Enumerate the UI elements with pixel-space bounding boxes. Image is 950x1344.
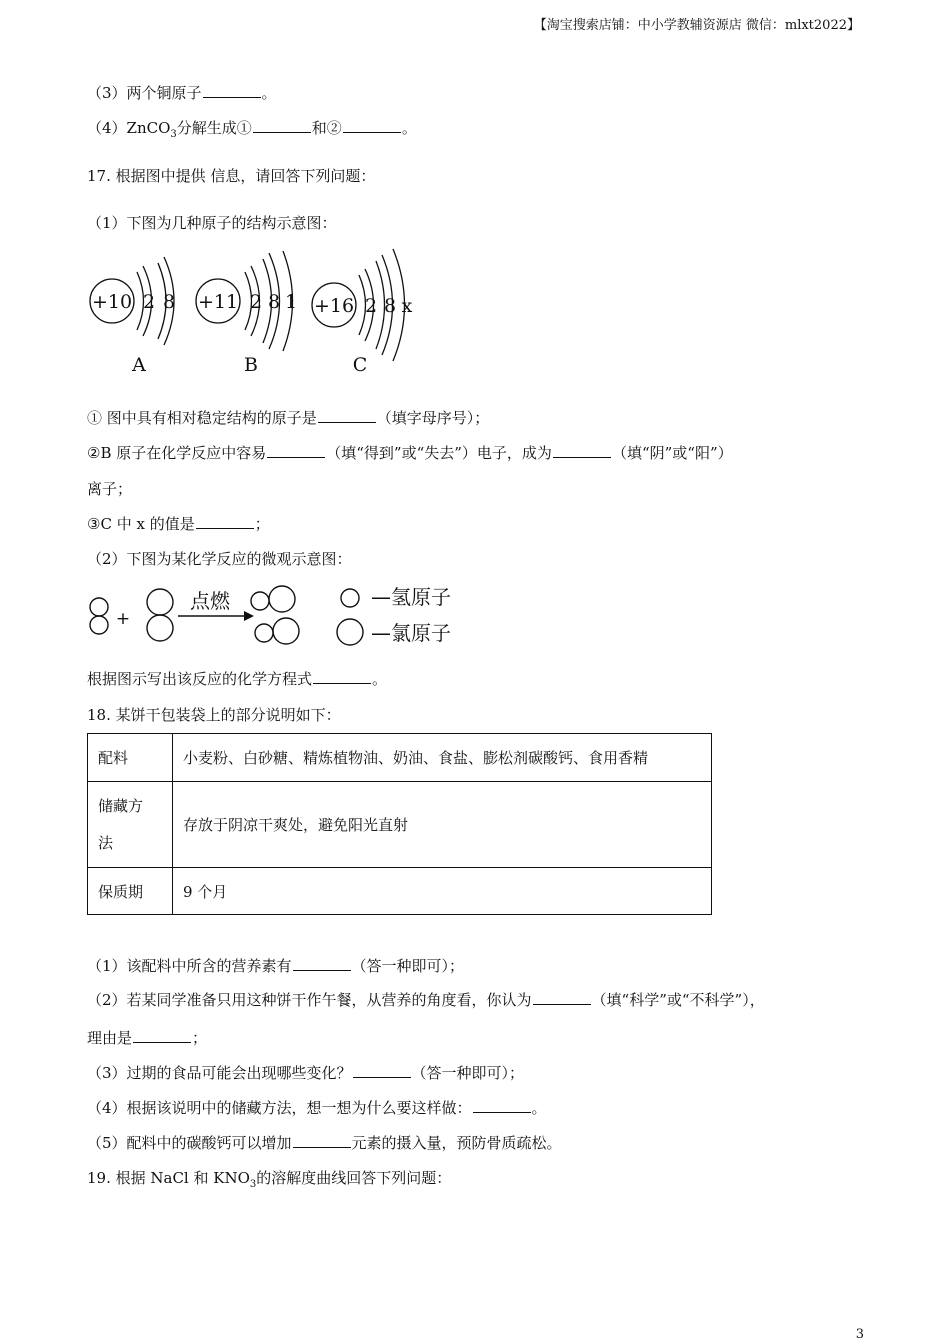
- table-cell-label-line: 法: [98, 833, 114, 852]
- nucleus-charge: +10: [91, 291, 133, 313]
- electron-count: 2: [249, 291, 263, 313]
- atom-label: C: [352, 354, 368, 376]
- q17-part1-intro: （1）下图为几种原子的结构示意图：: [87, 214, 337, 232]
- q18-sub3-text: （3）过期的食品可能会出现哪些变化？: [87, 1064, 352, 1082]
- q17-sub2-cont: 离子；: [87, 480, 133, 498]
- hydrogen-atom: [90, 616, 108, 634]
- q16-item4-formula: （4）ZnCO: [87, 119, 171, 137]
- q18-sub5-end: 元素的摄入量，预防骨质疏松。: [351, 1134, 562, 1152]
- page-number: 3: [855, 1327, 864, 1342]
- q18-sub3-hint: （答一种即可）；: [411, 1064, 525, 1082]
- atom-structure-diagram: [80, 245, 440, 380]
- answer-blank[interactable]: [133, 1028, 191, 1043]
- answer-blank[interactable]: [196, 514, 254, 529]
- q16-item3-text: （3）两个铜原子: [87, 84, 202, 102]
- table-cell-value: 小麦粉、白砂糖、精炼植物油、奶油、食盐、膨松剂碳酸钙、食用香精: [173, 734, 712, 782]
- q17-sub2-hint2: （填“阴”或“阳”）: [611, 444, 733, 462]
- answer-blank[interactable]: [293, 956, 351, 971]
- answer-blank[interactable]: [293, 1133, 351, 1148]
- q18-sub5: [87, 1132, 562, 1153]
- answer-blank[interactable]: [473, 1098, 531, 1113]
- q16-item4: [87, 117, 417, 140]
- electron-count: 1: [284, 291, 298, 313]
- reaction-diagram: [80, 580, 490, 655]
- chlorine-atom: [147, 615, 173, 641]
- electron-count: 8: [162, 291, 176, 313]
- hydrogen-atom: [90, 598, 108, 616]
- q18-sub1-text: （1）该配料中所含的营养素有: [87, 957, 292, 975]
- answer-blank[interactable]: [353, 1063, 411, 1078]
- q17-part2-intro: （2）下图为某化学反应的微观示意图：: [87, 550, 352, 568]
- answer-blank[interactable]: [203, 83, 261, 98]
- table-cell-label: 保质期: [88, 868, 173, 915]
- answer-blank[interactable]: [318, 408, 376, 423]
- q18-sub2-cont: [87, 1027, 207, 1048]
- q18-sub4-end: 。: [531, 1099, 547, 1117]
- q16-item3-end: 。: [261, 84, 277, 102]
- table-row: [88, 782, 712, 868]
- answer-blank[interactable]: [343, 118, 401, 133]
- q17-sub1-text: ① 图中具有相对稳定结构的原子是: [87, 409, 317, 427]
- legend-hydrogen-label: —氢原子: [371, 585, 451, 609]
- q16-item4-text: 分解生成①: [176, 119, 252, 137]
- atom-label: A: [132, 354, 146, 376]
- table-cell-label-line: 储藏方: [98, 796, 144, 815]
- electron-count: 8: [383, 295, 397, 317]
- electron-count: 2: [364, 295, 378, 317]
- nucleus-charge: +11: [197, 291, 239, 313]
- q17-part2-text: 根据图示写出该反应的化学方程式: [87, 670, 313, 688]
- table-cell-label: 配料: [88, 734, 173, 782]
- q17-part2-question: [87, 668, 387, 689]
- q18-sub2-cont-text: 理由是: [87, 1029, 133, 1047]
- answer-blank[interactable]: [553, 443, 611, 458]
- q17-sub2-hint: （填“得到”或“失去”）电子，成为: [326, 444, 552, 462]
- q17-sub2-text: ②B 原子在化学反应中容易: [87, 444, 267, 462]
- q17-sub3-text: ③C 中 x 的值是: [87, 515, 195, 533]
- reaction-condition: 点燃: [190, 589, 230, 613]
- q17-sub1: [87, 407, 489, 428]
- electron-count: 8: [267, 291, 281, 313]
- q16-item3: [87, 82, 277, 103]
- nucleus-charge: +16: [313, 295, 355, 317]
- q17-sub3: [87, 513, 270, 534]
- chlorine-legend-symbol: [337, 619, 363, 645]
- q17-part2-end: 。: [372, 670, 388, 688]
- table-cell-label: [88, 782, 173, 868]
- q16-item4-subscript: 3: [170, 129, 177, 140]
- q18-sub2-cont-end: ；: [192, 1029, 208, 1047]
- chlorine-atom: [147, 589, 173, 615]
- q18-sub4-text: （4）根据该说明中的储藏方法，想一想为什么要这样做：: [87, 1099, 472, 1117]
- answer-blank[interactable]: [253, 118, 311, 133]
- q19-title-end: 的溶解度曲线回答下列问题：: [256, 1169, 452, 1187]
- q17-sub2: [87, 442, 733, 463]
- q19-subscript: 3: [249, 1179, 257, 1190]
- q18-sub1-hint: （答一种即可）；: [351, 957, 465, 975]
- plus-sign: +: [115, 609, 131, 629]
- hydrogen-legend-symbol: [341, 589, 359, 607]
- q17-sub3-end: ；: [254, 515, 270, 533]
- table-cell-value: 9 个月: [173, 868, 712, 915]
- answer-blank[interactable]: [313, 669, 371, 684]
- electron-count: 2: [142, 291, 156, 313]
- electron-variable: x: [401, 295, 413, 317]
- q18-sub5-text: （5）配料中的碳酸钙可以增加: [87, 1134, 292, 1152]
- package-info-table: [87, 733, 712, 915]
- q18-title: 18. 某饼干包装袋上的部分说明如下：: [87, 706, 341, 724]
- table-row: [88, 868, 712, 915]
- q16-item4-text2: 和②: [311, 119, 342, 137]
- q18-sub3: [87, 1062, 524, 1083]
- q18-sub1: [87, 955, 464, 976]
- q18-sub2: [87, 989, 765, 1010]
- answer-blank[interactable]: [533, 990, 591, 1005]
- q19-title: [87, 1167, 451, 1190]
- q19-title-text: 19. 根据 NaCl 和 KNO: [87, 1169, 250, 1187]
- q16-item4-end: 。: [401, 119, 417, 137]
- q17-title: 17. 根据图中提供 信息，请回答下列问题：: [87, 167, 376, 185]
- table-cell-value: 存放于阴凉干爽处，避免阳光直射: [173, 782, 712, 868]
- q18-sub2-text: （2）若某同学准备只用这种饼干作午餐，从营养的角度看，你认为: [87, 991, 532, 1009]
- q17-sub1-hint: （填字母序号）；: [376, 409, 490, 427]
- legend-chlorine-label: —氯原子: [371, 621, 451, 645]
- q18-sub2-hint: （填“科学”或“不科学”），: [591, 991, 765, 1009]
- table-row: [88, 734, 712, 782]
- q18-sub4: [87, 1097, 547, 1118]
- page-header: 【淘宝搜索店铺：中小学教辅资源店 微信：mlxt2022】: [533, 18, 860, 33]
- atom-label: B: [244, 354, 258, 376]
- answer-blank[interactable]: [267, 443, 325, 458]
